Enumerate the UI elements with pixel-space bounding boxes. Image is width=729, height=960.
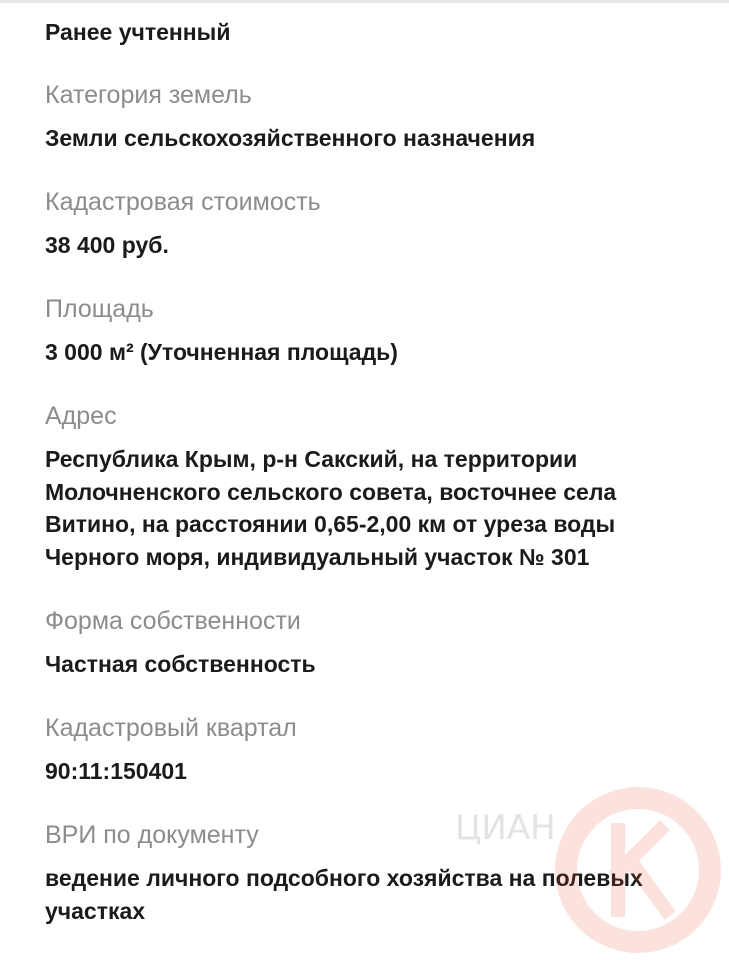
field-cadastral-value bbox=[45, 185, 705, 261]
field-label: Кадастровый квартал bbox=[45, 714, 297, 742]
field-land-category bbox=[45, 78, 705, 154]
field-label: Форма собственности bbox=[45, 607, 301, 635]
field-label: Адрес bbox=[45, 402, 117, 430]
field-ownership bbox=[45, 604, 705, 680]
field-label: Кадастровая стоимость bbox=[45, 188, 321, 216]
field-cadastral-quarter bbox=[45, 711, 705, 787]
field-label: Площадь bbox=[45, 295, 154, 323]
field-value: ведение личного подсобного хозяйства на полевых участках bbox=[45, 865, 643, 924]
field-value: Частная собственность bbox=[45, 651, 316, 677]
field-value: Республика Крым, р-н Сакский, на территории Молочненского сельского совета, восточнее села Витино, на расстоянии 0,65-2,00 км от уреза воды Черного моря, индивидуальный участок № 301 bbox=[45, 446, 617, 570]
field-value: 38 400 руб. bbox=[45, 232, 169, 258]
status-value: Ранее учтенный bbox=[45, 19, 231, 45]
field-address bbox=[45, 399, 705, 573]
field-label: Категория земель bbox=[45, 81, 252, 109]
top-divider bbox=[0, 0, 729, 3]
field-value: 3 000 м² (Уточненная площадь) bbox=[45, 339, 398, 365]
watermark-text: ЦИАН bbox=[455, 808, 556, 848]
field-value: Земли сельскохозяйственного назначения bbox=[45, 125, 536, 151]
field-area bbox=[45, 292, 705, 368]
field-value: 90:11:150401 bbox=[45, 758, 187, 784]
field-permitted-use bbox=[45, 818, 705, 927]
field-label: ВРИ по документу bbox=[45, 821, 259, 849]
property-details bbox=[45, 16, 705, 958]
